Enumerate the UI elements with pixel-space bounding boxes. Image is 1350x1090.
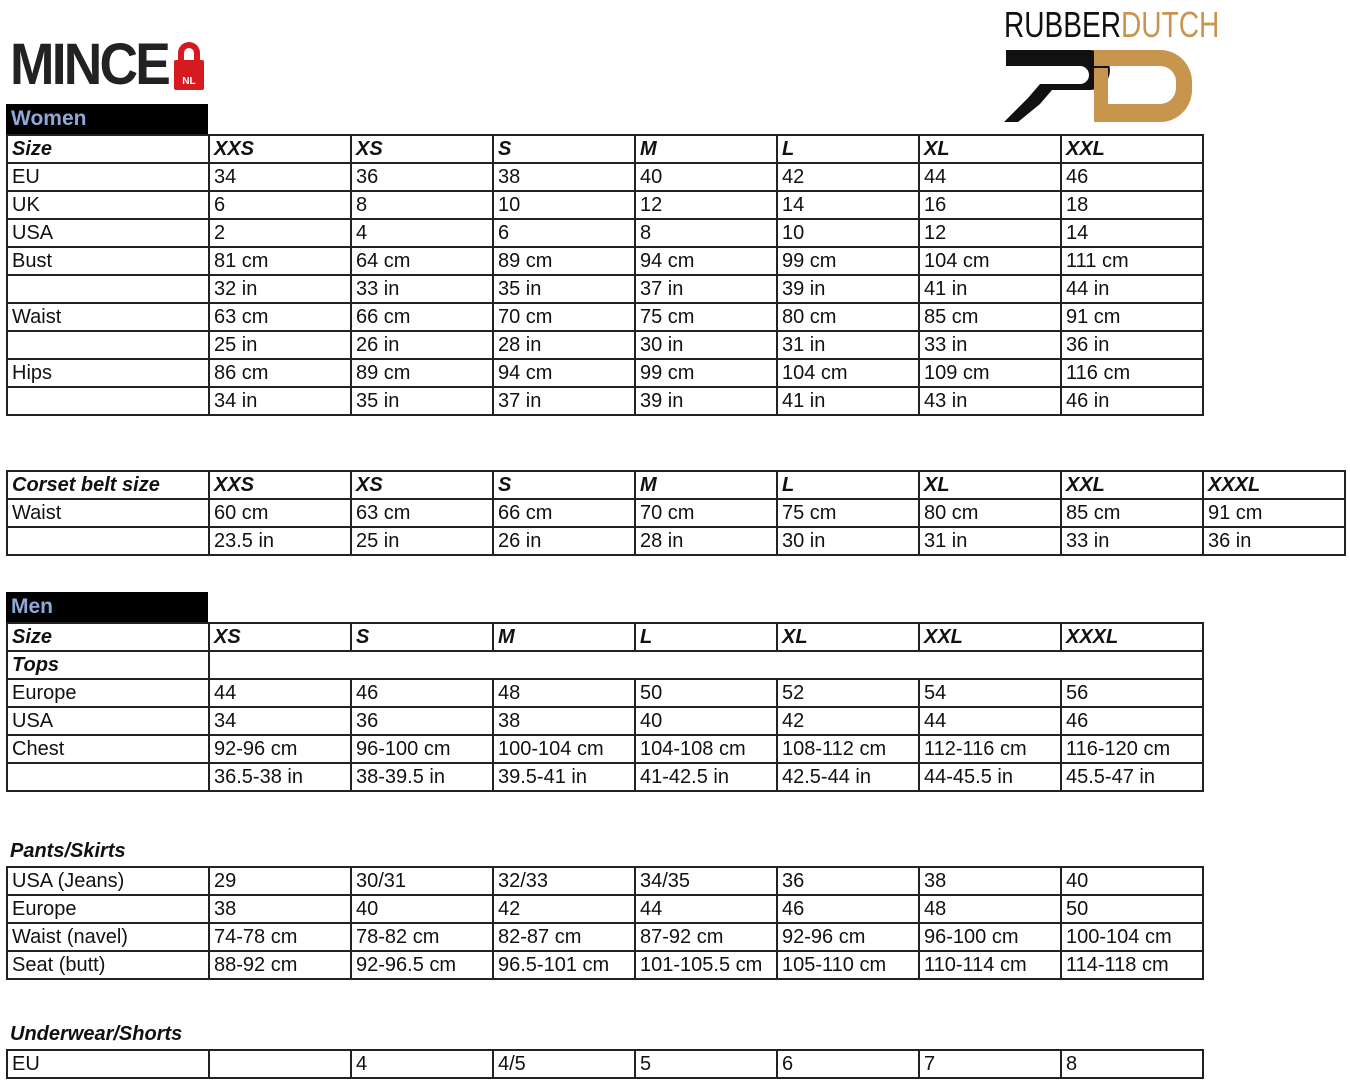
value-cell: 116 cm bbox=[1061, 359, 1203, 387]
header-cell: XS bbox=[209, 623, 351, 651]
value-cell: 91 cm bbox=[1203, 499, 1345, 527]
value-cell: 7 bbox=[919, 1050, 1061, 1078]
value-cell: 75 cm bbox=[777, 499, 919, 527]
value-cell: 109 cm bbox=[919, 359, 1061, 387]
value-cell: 44-45.5 in bbox=[919, 763, 1061, 791]
value-cell: 80 cm bbox=[777, 303, 919, 331]
header-cell: XL bbox=[919, 135, 1061, 163]
value-cell: 86 cm bbox=[209, 359, 351, 387]
table-row bbox=[7, 1050, 1203, 1078]
value-cell: 41 in bbox=[777, 387, 919, 415]
value-cell: 114-118 cm bbox=[1061, 951, 1203, 979]
value-cell: 43 in bbox=[919, 387, 1061, 415]
value-cell: 5 bbox=[635, 1050, 777, 1078]
value-cell: 30 in bbox=[777, 527, 919, 555]
value-cell: 110-114 cm bbox=[919, 951, 1061, 979]
value-cell: 36 bbox=[351, 163, 493, 191]
empty-cell bbox=[209, 651, 1203, 679]
value-cell: 46 bbox=[777, 895, 919, 923]
mince-logo-text: MINCE bbox=[10, 32, 169, 97]
row-label-cell: EU bbox=[7, 163, 209, 191]
value-cell: 41 in bbox=[919, 275, 1061, 303]
value-cell: 40 bbox=[351, 895, 493, 923]
value-cell: 105-110 cm bbox=[777, 951, 919, 979]
value-cell: 4/5 bbox=[493, 1050, 635, 1078]
tops-subheader-row bbox=[7, 651, 1203, 679]
value-cell: 44 bbox=[635, 895, 777, 923]
row-label-cell: Waist bbox=[7, 499, 209, 527]
value-cell: 10 bbox=[777, 219, 919, 247]
row-label-cell bbox=[7, 331, 209, 359]
value-cell: 33 in bbox=[1061, 527, 1203, 555]
value-cell: 39 in bbox=[635, 387, 777, 415]
value-cell: 63 cm bbox=[209, 303, 351, 331]
row-label-cell: USA (Jeans) bbox=[7, 867, 209, 895]
header-cell: L bbox=[635, 623, 777, 651]
value-cell: 39 in bbox=[777, 275, 919, 303]
row-label-cell bbox=[7, 387, 209, 415]
value-cell: 100-104 cm bbox=[493, 735, 635, 763]
header-cell: S bbox=[493, 471, 635, 499]
table-row bbox=[7, 191, 1203, 219]
value-cell: 52 bbox=[777, 679, 919, 707]
value-cell: 34 bbox=[209, 163, 351, 191]
value-cell: 80 cm bbox=[919, 499, 1061, 527]
value-cell: 39.5-41 in bbox=[493, 763, 635, 791]
value-cell: 48 bbox=[919, 895, 1061, 923]
value-cell: 37 in bbox=[635, 275, 777, 303]
value-cell: 92-96 cm bbox=[209, 735, 351, 763]
value-cell: 70 cm bbox=[493, 303, 635, 331]
value-cell: 26 in bbox=[351, 331, 493, 359]
rubberdutch-logo-text: RUBBERDUTCH bbox=[1004, 4, 1220, 45]
value-cell: 38 bbox=[493, 163, 635, 191]
header-cell: M bbox=[635, 135, 777, 163]
value-cell: 42 bbox=[493, 895, 635, 923]
value-cell bbox=[209, 1050, 351, 1078]
value-cell: 32/33 bbox=[493, 867, 635, 895]
value-cell: 38 bbox=[919, 867, 1061, 895]
mince-logo bbox=[10, 32, 204, 97]
table-row bbox=[7, 275, 1203, 303]
value-cell: 34 in bbox=[209, 387, 351, 415]
header-cell: XXL bbox=[919, 623, 1061, 651]
value-cell: 38 bbox=[493, 707, 635, 735]
header-cell: S bbox=[351, 623, 493, 651]
header-cell: XXL bbox=[1061, 471, 1203, 499]
row-label-cell: Chest bbox=[7, 735, 209, 763]
value-cell: 42 bbox=[777, 163, 919, 191]
value-cell: 26 in bbox=[493, 527, 635, 555]
value-cell: 36.5-38 in bbox=[209, 763, 351, 791]
header-cell: XS bbox=[351, 471, 493, 499]
value-cell: 46 bbox=[1061, 707, 1203, 735]
value-cell: 108-112 cm bbox=[777, 735, 919, 763]
value-cell: 4 bbox=[351, 1050, 493, 1078]
header-cell: L bbox=[777, 471, 919, 499]
value-cell: 38-39.5 in bbox=[351, 763, 493, 791]
header-row bbox=[7, 623, 1203, 651]
header-cell: M bbox=[635, 471, 777, 499]
value-cell: 56 bbox=[1061, 679, 1203, 707]
value-cell: 42.5-44 in bbox=[777, 763, 919, 791]
value-cell: 96-100 cm bbox=[919, 923, 1061, 951]
women-size-table bbox=[6, 134, 1204, 416]
value-cell: 14 bbox=[1061, 219, 1203, 247]
table-row bbox=[7, 707, 1203, 735]
value-cell: 18 bbox=[1061, 191, 1203, 219]
table-row bbox=[7, 219, 1203, 247]
value-cell: 96.5-101 cm bbox=[493, 951, 635, 979]
header-cell: Size bbox=[7, 623, 209, 651]
table-row bbox=[7, 359, 1203, 387]
value-cell: 82-87 cm bbox=[493, 923, 635, 951]
header-cell: XS bbox=[351, 135, 493, 163]
table-row bbox=[7, 735, 1203, 763]
value-cell: 50 bbox=[1061, 895, 1203, 923]
table-row bbox=[7, 763, 1203, 791]
value-cell: 91 cm bbox=[1061, 303, 1203, 331]
header-cell: L bbox=[777, 135, 919, 163]
value-cell: 44 bbox=[919, 163, 1061, 191]
value-cell: 96-100 cm bbox=[351, 735, 493, 763]
row-label-cell: USA bbox=[7, 219, 209, 247]
value-cell: 4 bbox=[351, 219, 493, 247]
value-cell: 40 bbox=[1061, 867, 1203, 895]
value-cell: 31 in bbox=[777, 331, 919, 359]
row-label-cell: EU bbox=[7, 1050, 209, 1078]
value-cell: 6 bbox=[493, 219, 635, 247]
value-cell: 104 cm bbox=[777, 359, 919, 387]
value-cell: 23.5 in bbox=[209, 527, 351, 555]
value-cell: 85 cm bbox=[919, 303, 1061, 331]
table-row bbox=[7, 951, 1203, 979]
value-cell: 116-120 cm bbox=[1061, 735, 1203, 763]
value-cell: 30/31 bbox=[351, 867, 493, 895]
value-cell: 92-96 cm bbox=[777, 923, 919, 951]
value-cell: 64 cm bbox=[351, 247, 493, 275]
value-cell: 6 bbox=[209, 191, 351, 219]
value-cell: 75 cm bbox=[635, 303, 777, 331]
table-row bbox=[7, 499, 1345, 527]
value-cell: 28 in bbox=[635, 527, 777, 555]
value-cell: 104-108 cm bbox=[635, 735, 777, 763]
value-cell: 94 cm bbox=[493, 359, 635, 387]
value-cell: 44 bbox=[209, 679, 351, 707]
value-cell: 35 in bbox=[351, 387, 493, 415]
header-cell: XXXL bbox=[1203, 471, 1345, 499]
row-label-cell bbox=[7, 527, 209, 555]
value-cell: 112-116 cm bbox=[919, 735, 1061, 763]
value-cell: 42 bbox=[777, 707, 919, 735]
table-row bbox=[7, 923, 1203, 951]
value-cell: 36 bbox=[351, 707, 493, 735]
corset-size-table bbox=[6, 470, 1346, 556]
row-label-cell: Waist bbox=[7, 303, 209, 331]
value-cell: 33 in bbox=[351, 275, 493, 303]
value-cell: 34/35 bbox=[635, 867, 777, 895]
pants-heading: Pants/Skirts bbox=[10, 840, 126, 862]
row-label-cell: Hips bbox=[7, 359, 209, 387]
value-cell: 46 in bbox=[1061, 387, 1203, 415]
men-section-label: Men bbox=[6, 592, 208, 622]
value-cell: 78-82 cm bbox=[351, 923, 493, 951]
value-cell: 12 bbox=[635, 191, 777, 219]
value-cell: 8 bbox=[1061, 1050, 1203, 1078]
table-row bbox=[7, 163, 1203, 191]
value-cell: 2 bbox=[209, 219, 351, 247]
value-cell: 66 cm bbox=[351, 303, 493, 331]
value-cell: 100-104 cm bbox=[1061, 923, 1203, 951]
header-cell: M bbox=[493, 623, 635, 651]
row-label-cell: Bust bbox=[7, 247, 209, 275]
value-cell: 81 cm bbox=[209, 247, 351, 275]
value-cell: 30 in bbox=[635, 331, 777, 359]
value-cell: 54 bbox=[919, 679, 1061, 707]
header-cell: XXXL bbox=[1061, 623, 1203, 651]
women-section-label: Women bbox=[6, 104, 208, 134]
mince-logo-badge: NL bbox=[174, 60, 204, 90]
men-tops-table bbox=[6, 622, 1204, 792]
table-row bbox=[7, 331, 1203, 359]
value-cell: 99 cm bbox=[777, 247, 919, 275]
header-cell: XL bbox=[919, 471, 1061, 499]
table-row bbox=[7, 895, 1203, 923]
value-cell: 44 in bbox=[1061, 275, 1203, 303]
row-label-cell: Seat (butt) bbox=[7, 951, 209, 979]
value-cell: 46 bbox=[1061, 163, 1203, 191]
value-cell: 70 cm bbox=[635, 499, 777, 527]
value-cell: 50 bbox=[635, 679, 777, 707]
value-cell: 31 in bbox=[919, 527, 1061, 555]
value-cell: 41-42.5 in bbox=[635, 763, 777, 791]
row-label-cell: USA bbox=[7, 707, 209, 735]
value-cell: 89 cm bbox=[493, 247, 635, 275]
value-cell: 34 bbox=[209, 707, 351, 735]
header-row bbox=[7, 471, 1345, 499]
header-cell: Corset belt size bbox=[7, 471, 209, 499]
value-cell: 40 bbox=[635, 707, 777, 735]
header-row bbox=[7, 135, 1203, 163]
row-label-cell bbox=[7, 275, 209, 303]
value-cell: 33 in bbox=[919, 331, 1061, 359]
header-cell: XXS bbox=[209, 135, 351, 163]
underwear-size-table bbox=[6, 1049, 1204, 1079]
value-cell: 8 bbox=[635, 219, 777, 247]
tops-label: Tops bbox=[7, 651, 209, 679]
row-label-cell bbox=[7, 763, 209, 791]
value-cell: 99 cm bbox=[635, 359, 777, 387]
value-cell: 46 bbox=[351, 679, 493, 707]
header-cell: Size bbox=[7, 135, 209, 163]
value-cell: 25 in bbox=[351, 527, 493, 555]
table-row bbox=[7, 679, 1203, 707]
value-cell: 85 cm bbox=[1061, 499, 1203, 527]
value-cell: 8 bbox=[351, 191, 493, 219]
table-row bbox=[7, 303, 1203, 331]
value-cell: 66 cm bbox=[493, 499, 635, 527]
value-cell: 36 in bbox=[1061, 331, 1203, 359]
header-cell: XL bbox=[777, 623, 919, 651]
table-row bbox=[7, 247, 1203, 275]
value-cell: 104 cm bbox=[919, 247, 1061, 275]
value-cell: 12 bbox=[919, 219, 1061, 247]
value-cell: 29 bbox=[209, 867, 351, 895]
header-cell: S bbox=[493, 135, 635, 163]
value-cell: 92-96.5 cm bbox=[351, 951, 493, 979]
value-cell: 94 cm bbox=[635, 247, 777, 275]
value-cell: 88-92 cm bbox=[209, 951, 351, 979]
row-label-cell: Europe bbox=[7, 679, 209, 707]
table-row bbox=[7, 867, 1203, 895]
value-cell: 36 in bbox=[1203, 527, 1345, 555]
value-cell: 40 bbox=[635, 163, 777, 191]
table-row bbox=[7, 387, 1203, 415]
value-cell: 14 bbox=[777, 191, 919, 219]
pants-size-table bbox=[6, 866, 1204, 980]
value-cell: 28 in bbox=[493, 331, 635, 359]
header-cell: XXL bbox=[1061, 135, 1203, 163]
value-cell: 16 bbox=[919, 191, 1061, 219]
value-cell: 74-78 cm bbox=[209, 923, 351, 951]
value-cell: 38 bbox=[209, 895, 351, 923]
value-cell: 45.5-47 in bbox=[1061, 763, 1203, 791]
lock-icon bbox=[174, 42, 204, 90]
value-cell: 63 cm bbox=[351, 499, 493, 527]
rd-monogram-icon bbox=[1000, 44, 1200, 126]
header-cell: XXS bbox=[209, 471, 351, 499]
row-label-cell: Waist (navel) bbox=[7, 923, 209, 951]
value-cell: 32 in bbox=[209, 275, 351, 303]
row-label-cell: UK bbox=[7, 191, 209, 219]
value-cell: 60 cm bbox=[209, 499, 351, 527]
row-label-cell: Europe bbox=[7, 895, 209, 923]
underwear-heading: Underwear/Shorts bbox=[10, 1023, 183, 1045]
value-cell: 37 in bbox=[493, 387, 635, 415]
value-cell: 89 cm bbox=[351, 359, 493, 387]
value-cell: 6 bbox=[777, 1050, 919, 1078]
value-cell: 10 bbox=[493, 191, 635, 219]
value-cell: 36 bbox=[777, 867, 919, 895]
table-row bbox=[7, 527, 1345, 555]
value-cell: 101-105.5 cm bbox=[635, 951, 777, 979]
value-cell: 35 in bbox=[493, 275, 635, 303]
value-cell: 111 cm bbox=[1061, 247, 1203, 275]
value-cell: 44 bbox=[919, 707, 1061, 735]
rubberdutch-logo bbox=[1000, 4, 1220, 124]
value-cell: 48 bbox=[493, 679, 635, 707]
value-cell: 25 in bbox=[209, 331, 351, 359]
value-cell: 87-92 cm bbox=[635, 923, 777, 951]
